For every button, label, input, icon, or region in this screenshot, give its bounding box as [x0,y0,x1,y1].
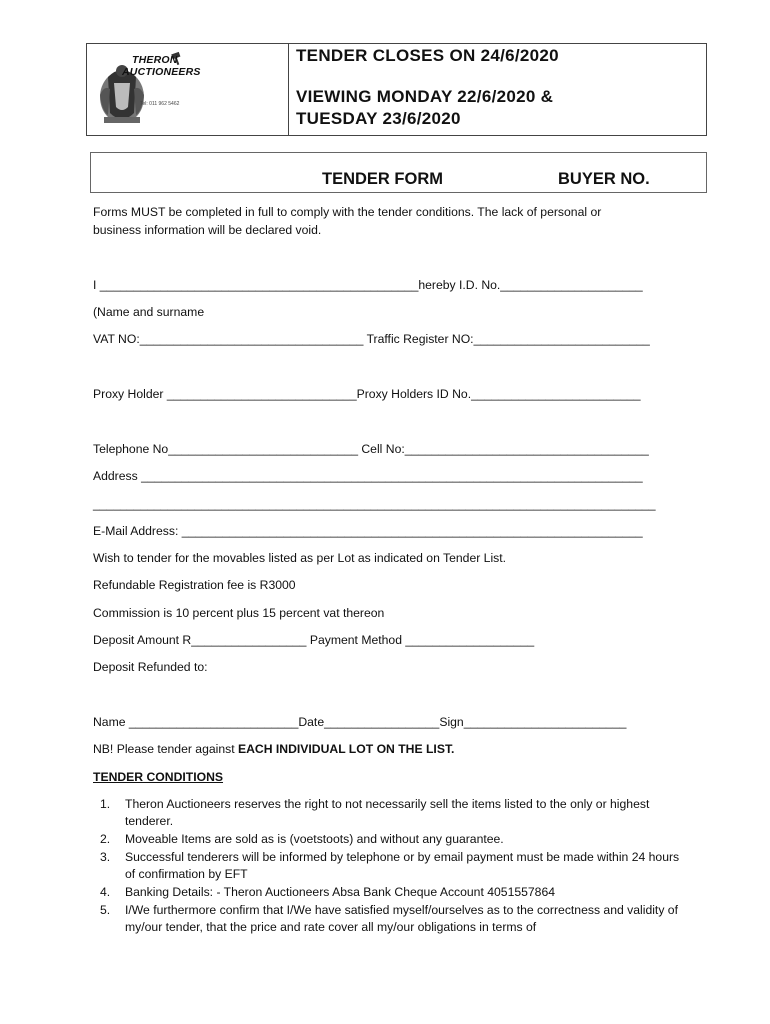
buyer-number-label: BUYER NO. [558,170,650,188]
telephone-cell-field[interactable]: Telephone No____________________________ Cell No:____________________________________ [93,442,649,456]
tender-conditions-heading: TENDER CONDITIONS [93,770,224,784]
condition-item [93,831,683,848]
logo-text-auctioneers: AUCTIONEERS [122,66,201,78]
logo-telephone: Tel: 011 962 5462 [140,101,180,107]
nb-note-emphasis: EACH INDIVIDUAL LOT ON THE LIST. [237,742,455,756]
condition-item [93,902,683,936]
name-id-field[interactable]: I _______________________________________________hereby I.D. No._____________________ [93,278,643,292]
condition-text: Theron Auctioneers reserves the right to not necessarily sell the items listed to the only or highest tenderer. [125,797,650,828]
nb-note-prefix: NB! Please tender against [93,742,238,756]
nb-note [93,741,454,757]
condition-text: Banking Details: - Theron Auctioneers Absa Bank Cheque Account 4051557864 [125,885,556,899]
tender-closes-heading: TENDER CLOSES ON 24/6/2020 [296,46,559,65]
header-divider [288,43,289,136]
deposit-payment-field[interactable]: Deposit Amount R_________________ Payment Method ___________________ [93,633,535,647]
condition-item [93,796,683,830]
condition-item [93,884,683,901]
condition-text: Successful tenderers will be informed by telephone or by email payment must be made within 24 hours of confirmation by EFT [125,850,680,881]
condition-number: 3. [100,850,111,864]
viewing-heading-line2: TUESDAY 23/6/2020 [296,109,461,128]
company-logo [92,49,282,131]
email-field[interactable]: E-Mail Address: ____________________________________________________________________ [93,524,643,538]
deposit-refunded-label: Deposit Refunded to: [93,660,208,674]
tender-form-title: TENDER FORM [322,170,443,188]
condition-number: 5. [100,903,111,917]
address-field-line-2[interactable]: ___________________________________________________________________________________ [93,497,656,511]
name-date-sign-field[interactable]: Name _________________________Date_________________Sign________________________ [93,715,627,729]
condition-text: Moveable Items are sold as is (voetstoots) and without any guarantee. [125,832,504,846]
address-field[interactable]: Address __________________________________________________________________________ [93,469,643,483]
viewing-heading-line1: VIEWING MONDAY 22/6/2020 & [296,87,554,106]
logo-text-theron: THERON [132,54,178,66]
intro-line-1: Forms MUST be completed in full to comply with the tender conditions. The lack of personal or [93,205,602,219]
wish-to-tender-text: Wish to tender for the movables listed as per Lot as indicated on Tender List. [93,551,507,565]
condition-number: 2. [100,832,111,846]
tender-conditions-list [93,796,683,937]
intro-line-2: business information will be declared void. [93,223,322,237]
commission-text: Commission is 10 percent plus 15 percent vat thereon [93,606,385,620]
condition-number: 4. [100,885,111,899]
proxy-holder-field[interactable]: Proxy Holder ____________________________Proxy Holders ID No._________________________ [93,387,641,401]
condition-text: I/We furthermore confirm that I/We have satisfied myself/ourselves as to the correctness and validity of my/our tender, that the price and rate cover all my/our obligations in terms of [125,903,678,934]
vat-traffic-field[interactable]: VAT NO:_________________________________ Traffic Register NO:__________________________ [93,332,650,346]
registration-fee-text: Refundable Registration fee is R3000 [93,578,296,592]
condition-number: 1. [100,797,111,811]
condition-item [93,849,683,883]
name-hint: (Name and surname [93,305,205,319]
